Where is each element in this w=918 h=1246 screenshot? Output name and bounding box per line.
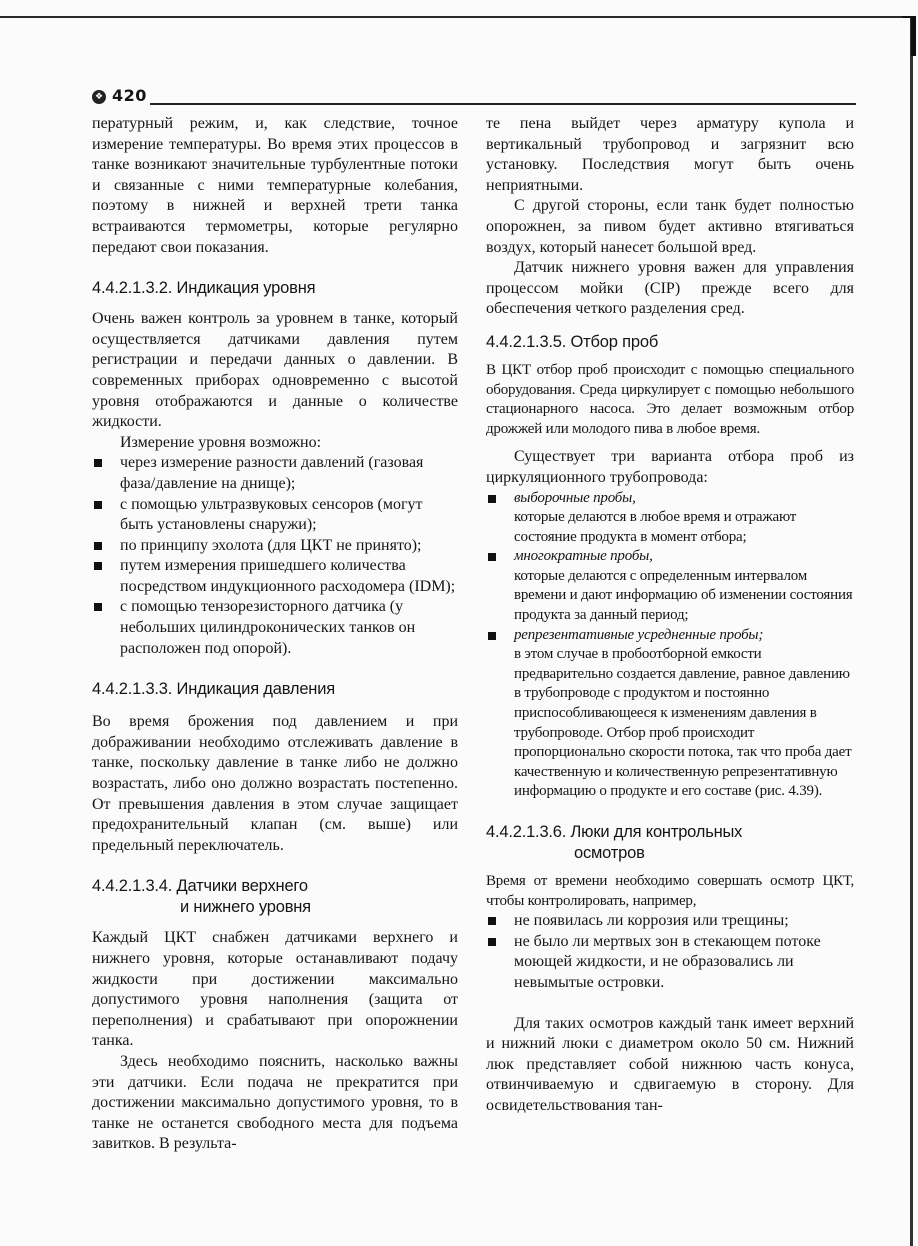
bullet-square-icon	[94, 562, 102, 570]
section-heading: 4.4.2.1.3.2. Индикация уровня	[92, 279, 316, 298]
left-column	[92, 114, 458, 1155]
list-item: не появилась ли коррозия или трещины;	[486, 911, 854, 932]
list-item: не было ли мертвых зон в стекающем потоке моющей жидкости, и не образовались ли невымытые островки.	[486, 932, 854, 994]
list-item: путем измерения пришедшего количества посредством индукционного расходомера (IDM);	[92, 556, 458, 597]
right-column	[486, 114, 854, 1117]
bullet-square-icon	[488, 938, 496, 946]
header-rule	[150, 103, 856, 105]
list-item: многократные пробы, которые делаются с определенным интервалом времени и дают информацию об изменении состояния продукта за данный период;	[486, 547, 854, 625]
page-header	[92, 86, 856, 108]
section-heading: 4.4.2.1.3.3. Индикация давления	[92, 680, 335, 699]
bullet-square-icon	[94, 501, 102, 509]
section-heading: 4.4.2.1.3.5. Отбор проб	[486, 332, 659, 351]
paragraph: Существует три варианта отбора проб из циркуляционного трубопровода:	[486, 448, 854, 486]
paragraph: Время от времени необходимо совершать осмотр ЦКТ, чтобы контролировать, например,	[486, 873, 854, 909]
paragraph: Измерение уровня возможно:	[120, 433, 322, 451]
section-heading: 4.4.2.1.3.6. Люки для контрольных осмотров	[486, 823, 743, 862]
paragraph: С другой стороны, если танк будет полностью опорожнен, за пивом будет активно втягиваться воздух, который нанесет большой вред.	[486, 197, 854, 256]
paragraph: Каждый ЦКТ снабжен датчиками верхнего и нижнего уровня, которые останавливают подачу жидкости при достижении максимально допустимого уровня наполнения (защита от переполнения) и срабатывают при опорожнении танка.	[92, 929, 458, 1050]
section-heading: 4.4.2.1.3.4. Датчики верхнего и нижнего уровня	[92, 877, 311, 917]
bullet-square-icon	[94, 603, 102, 611]
paragraph: Датчик нижнего уровня важен для управления процессом мойки (CIP) прежде всего для обеспечения четкого разделения сред.	[486, 259, 854, 318]
inspection-list	[486, 911, 854, 993]
paragraph: Для таких осмотров каждый танк имеет верхний и нижний люки с диаметром около 50 см. Нижний люк представляет собой нижнюю часть конуса, отвинчиваемую и сдвигаемую в сторону. Для освидетельствования тан-	[486, 1014, 854, 1114]
paragraph: Очень важен контроль за уровнем в танке, который осуществляется датчиками давления путем регистрации и передачи данных о давлении. В современных приборах одновременно с высотой уровня отображаются и данные о количестве жидкости.	[92, 310, 458, 431]
paragraph: те пена выйдет через арматуру купола и вертикальный трубопровод и загрязнит всю установку. Последствия могут быть очень неприятными.	[486, 115, 854, 194]
list-item: репрезентативные усредненные пробы; в этом случае в пробоотборной емкости предварительно создается давление, равное давлению в трубопроводе с продуктом и постоянно приспособливающееся к изменениям давления в трубопроводе. Отбор проб происходит пропорционально скорости потока, так что проба дает качественную и количественную репрезентативную информацию о продукте и его составе (рис. 4.39).	[486, 626, 854, 802]
bullet-square-icon	[488, 495, 496, 503]
scan-corner-mark	[902, 16, 916, 56]
list-item: выборочные пробы, которые делаются в любое время и отражают состояние продукта в момент отбора;	[486, 489, 854, 548]
bullet-square-icon	[488, 553, 496, 561]
list-item: через измерение разности давлений (газовая фаза/давление на днище);	[92, 453, 458, 494]
bullet-square-icon	[488, 917, 496, 925]
scan-right-edge	[910, 18, 913, 1246]
sampling-list	[486, 489, 854, 803]
bullet-square-icon	[488, 632, 496, 640]
bullet-list	[92, 453, 458, 659]
scan-top-edge	[0, 16, 904, 18]
list-item: с помощью ультразвуковых сенсоров (могут быть установлены снаружи);	[92, 495, 458, 536]
page-number: 420	[112, 86, 147, 105]
list-item: по принципу эхолота (для ЦКТ не принято);	[92, 536, 458, 557]
paragraph: Здесь необходимо пояснить, насколько важны эти датчики. Если подача не прекратится при достижении максимально допустимого уровня, то в танке не останется свободного места для подъема завитков. В результа-	[92, 1052, 458, 1153]
bullet-square-icon	[94, 542, 102, 550]
paragraph: В ЦКТ отбор проб происходит с помощью специального оборудования. Среда циркулирует с помощью небольшого стационарного насоса. Это делает возможным отбор дрожжей или молодого пива в любое время.	[486, 361, 854, 437]
paragraph: Во время брожения под давлением и при дображивании необходимо отслеживать давление в танке, поскольку давление в танке либо не должно возрастать, либо оно должно возрастать постепенно. От превышения давления в этом случае защищает предохранительный клапан (см. выше) или предельный переключатель.	[92, 713, 458, 854]
list-item: с помощью тензорезисторного датчика (у небольших цилиндроконических танков он расположен под опорой).	[92, 597, 458, 659]
paragraph: пературный режим, и, как следствие, точное измерение температуры. Во время этих процессов в танке возникают значительные турбулентные потоки и связанные с ними температурные колебания, поэтому в нижней и верхней трети танка встраиваются термометры, которые регулярно передают свои показания.	[92, 115, 458, 256]
bullet-square-icon	[94, 459, 102, 467]
page-number-badge-icon: ❖	[92, 90, 106, 104]
